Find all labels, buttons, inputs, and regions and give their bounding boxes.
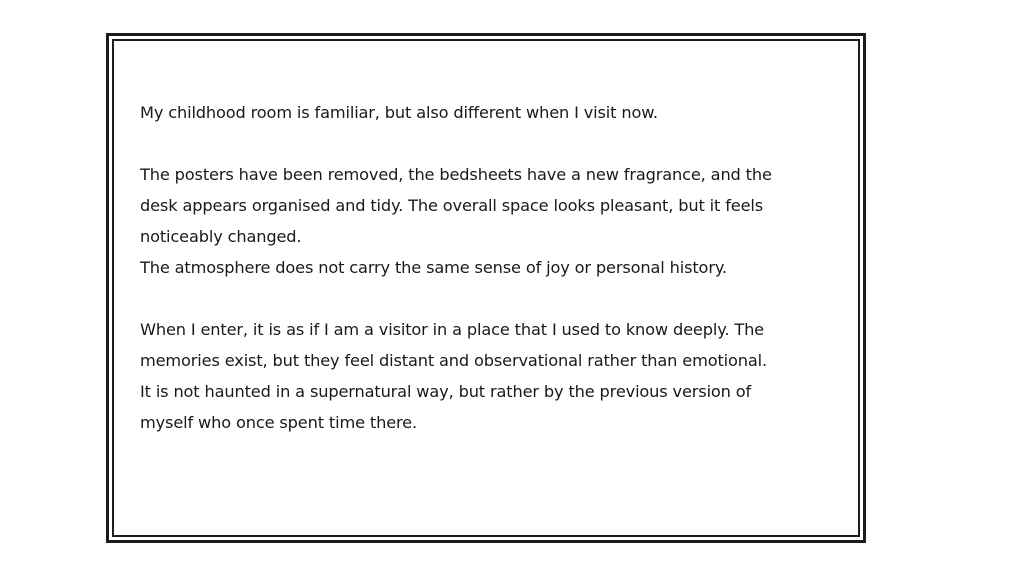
- text-line: My childhood room is familiar, but also different when I visit now.: [140, 103, 658, 122]
- text-line: noticeably changed.: [140, 227, 302, 246]
- paragraph-intro: [140, 97, 850, 128]
- text-line: It is not haunted in a supernatural way, but rather by the previous version of: [140, 382, 752, 401]
- document-body: [140, 97, 850, 438]
- text-line: desk appears organised and tidy. The overall space looks pleasant, but it feels: [140, 196, 764, 215]
- paragraph-changes: [140, 159, 850, 283]
- document-frame-inner-border: [112, 39, 860, 537]
- document-frame: [106, 33, 866, 543]
- text-line: myself who once spent time there.: [140, 413, 417, 432]
- paragraph-reflection: [140, 314, 850, 438]
- paragraph-spacer: [140, 128, 850, 159]
- text-line: When I enter, it is as if I am a visitor in a place that I used to know deeply. The: [140, 320, 764, 339]
- paragraph-spacer: [140, 283, 850, 314]
- text-line: The posters have been removed, the bedsheets have a new fragrance, and the: [140, 165, 772, 184]
- text-line: The atmosphere does not carry the same sense of joy or personal history.: [140, 258, 727, 277]
- text-line: memories exist, but they feel distant and observational rather than emotional.: [140, 351, 767, 370]
